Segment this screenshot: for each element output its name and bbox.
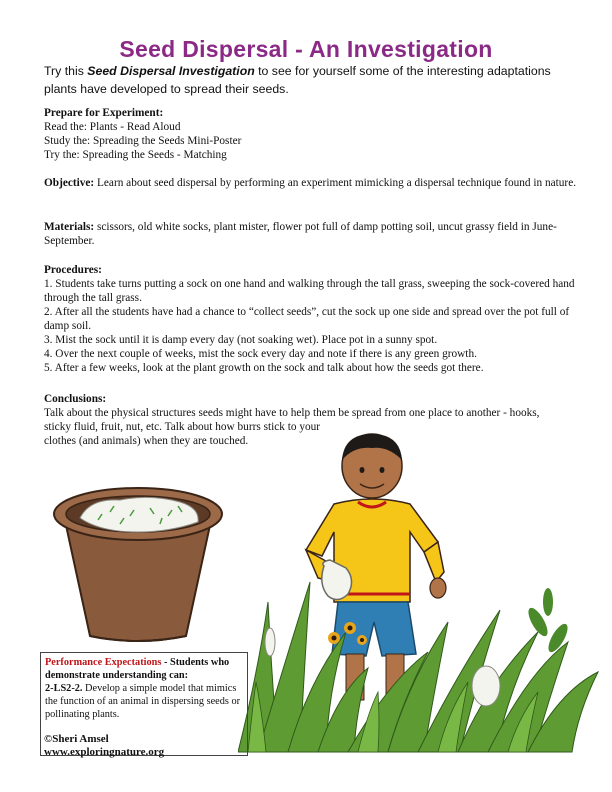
credit-block <box>44 733 164 759</box>
objective-label: Objective: <box>44 177 95 189</box>
prepare-line: Read the: Plants - Read Aloud <box>44 121 181 133</box>
credit-site: www.exploringnature.org <box>44 746 165 758</box>
flower-pot-illustration <box>50 486 226 644</box>
objective-text: Learn about seed dispersal by performing an experiment mimicking a dispersal technique found in nature. <box>94 177 577 189</box>
page-title: Seed Dispersal - An Investigation <box>119 36 493 62</box>
conclusions-line: sticky fluid, fruit, nut, etc. Talk about how burrs stick to your <box>44 421 321 433</box>
performance-label: Performance Expectations <box>45 657 162 668</box>
prepare-line: Study the: Spreading the Seeds Mini-Poster <box>44 135 242 147</box>
boy-in-grass-illustration <box>238 432 602 762</box>
materials-text: scissors, old white socks, plant mister, flower pot full of damp potting soil, uncut grassy field in June-September. <box>44 221 557 247</box>
procedure-step: 5. After a few weeks, look at the plant growth on the sock and talk about how the seeds got there. <box>44 362 484 374</box>
procedure-step: 2. After all the students have had a chance to “collect seeds”, cut the sock up one side and spread over the pot full of damp soil. <box>44 306 570 332</box>
performance-text: Develop a simple model that mimics the function of an animal in dispersing seeds or pollinating plants. <box>45 683 241 720</box>
prepare-heading: Prepare for Experiment: <box>44 107 164 119</box>
materials-section <box>44 220 584 248</box>
procedure-step: 4. Over the next couple of weeks, mist the sock every day and note if there is any green growth. <box>44 348 477 360</box>
credit-author: ©Sheri Amsel <box>44 733 109 745</box>
procedure-step: 1. Students take turns putting a sock on one hand and walking through the tall grass, sweeping the sock-covered hand through the tall grass. <box>44 278 575 304</box>
prepare-section <box>44 106 584 162</box>
materials-label: Materials: <box>44 221 95 233</box>
prepare-line: Try the: Spreading the Seeds - Matching <box>44 149 227 161</box>
conclusions-line: Talk about the physical structures seeds might have to help them be spread from one place to another - hooks, <box>44 407 540 419</box>
performance-intro: - Students who demonstrate understanding can: <box>45 657 230 681</box>
intro-emphasis: Seed Dispersal Investigation <box>87 64 255 78</box>
procedures-heading: Procedures: <box>44 264 102 276</box>
intro-before: Try this <box>44 64 88 78</box>
objective-section <box>44 176 584 190</box>
intro-paragraph <box>44 62 584 98</box>
performance-code: 2-LS2-2. <box>45 683 83 694</box>
intro-after: to see for yourself some of the interesting adaptations plants have developed to spread their seeds. <box>44 64 551 96</box>
conclusions-line: clothes (and animals) when they are touched. <box>44 435 249 447</box>
procedure-step: 3. Mist the sock until it is damp every day (not soaking wet). Place pot in a sunny spot. <box>44 334 438 346</box>
procedures-section <box>44 263 584 375</box>
conclusions-heading: Conclusions: <box>44 393 107 405</box>
